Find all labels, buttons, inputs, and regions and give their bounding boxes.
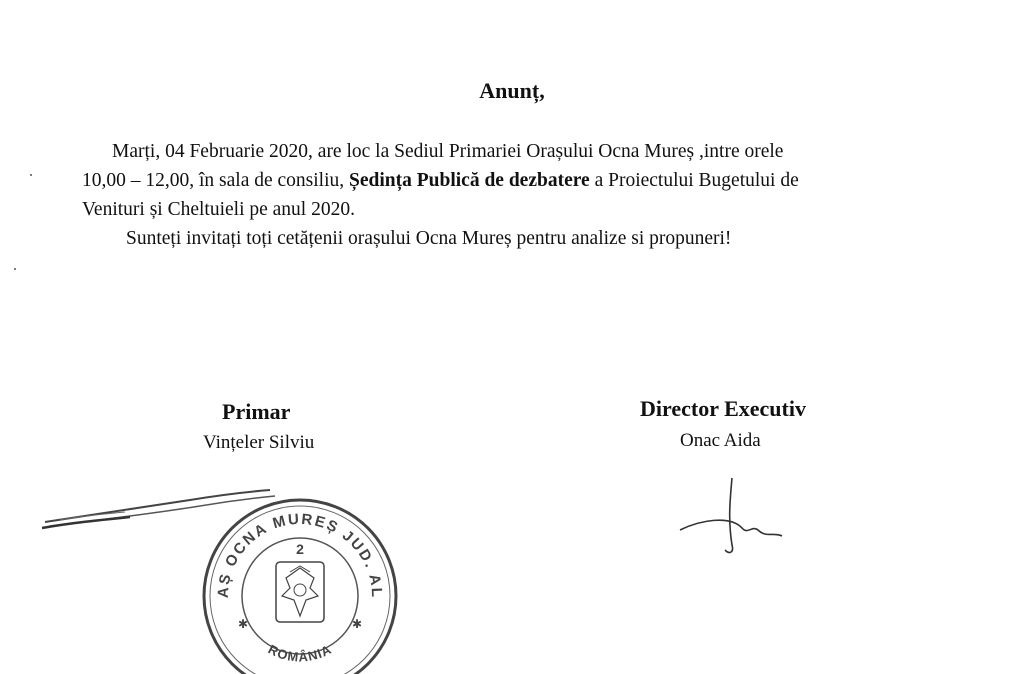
seal-number: 2 — [296, 541, 304, 557]
body-line-1: Marți, 04 Februarie 2020, are loc la Sediul Primariei Orașului Ocna Mureș ,intre orele — [112, 141, 784, 162]
body-line-2: 10,00 – 12,00, în sala de consiliu, Ședința Publică de dezbatere a Proiectului Bugetului de — [82, 170, 799, 191]
official-seal — [183, 475, 410, 674]
seal-top-text: ORAȘ OCNA MUREȘ JUD. ALBA — [183, 475, 386, 600]
director-signature — [670, 470, 800, 560]
seal-bottom-text: ROMÂNIA — [265, 641, 335, 665]
svg-text:ROMÂNIA — [266, 641, 335, 664]
svg-text:✱: ✱ — [238, 617, 249, 631]
speck — [14, 268, 16, 270]
meeting-name: Ședința Publică de dezbatere — [349, 170, 590, 191]
director-title: Director Executiv — [640, 396, 806, 421]
svg-text:✱: ✱ — [352, 617, 363, 631]
mayor-name: Vințeler Silviu — [203, 432, 315, 453]
director-name: Onac Aida — [680, 430, 761, 451]
body-line-4: Sunteți invitați toți cetățenii orașului Ocna Mureș pentru analize si propuneri! — [126, 228, 732, 249]
coat-of-arms-icon — [276, 562, 324, 622]
announcement-title: Anunț, — [479, 78, 545, 103]
svg-text:ORAȘ OCNA MUREȘ JUD. ALBA — [183, 475, 385, 599]
body-line-3: Venituri și Cheltuieli pe anul 2020. — [82, 199, 355, 220]
speck — [30, 174, 32, 176]
announcement-body — [82, 137, 982, 253]
mayor-title: Primar — [222, 399, 291, 424]
